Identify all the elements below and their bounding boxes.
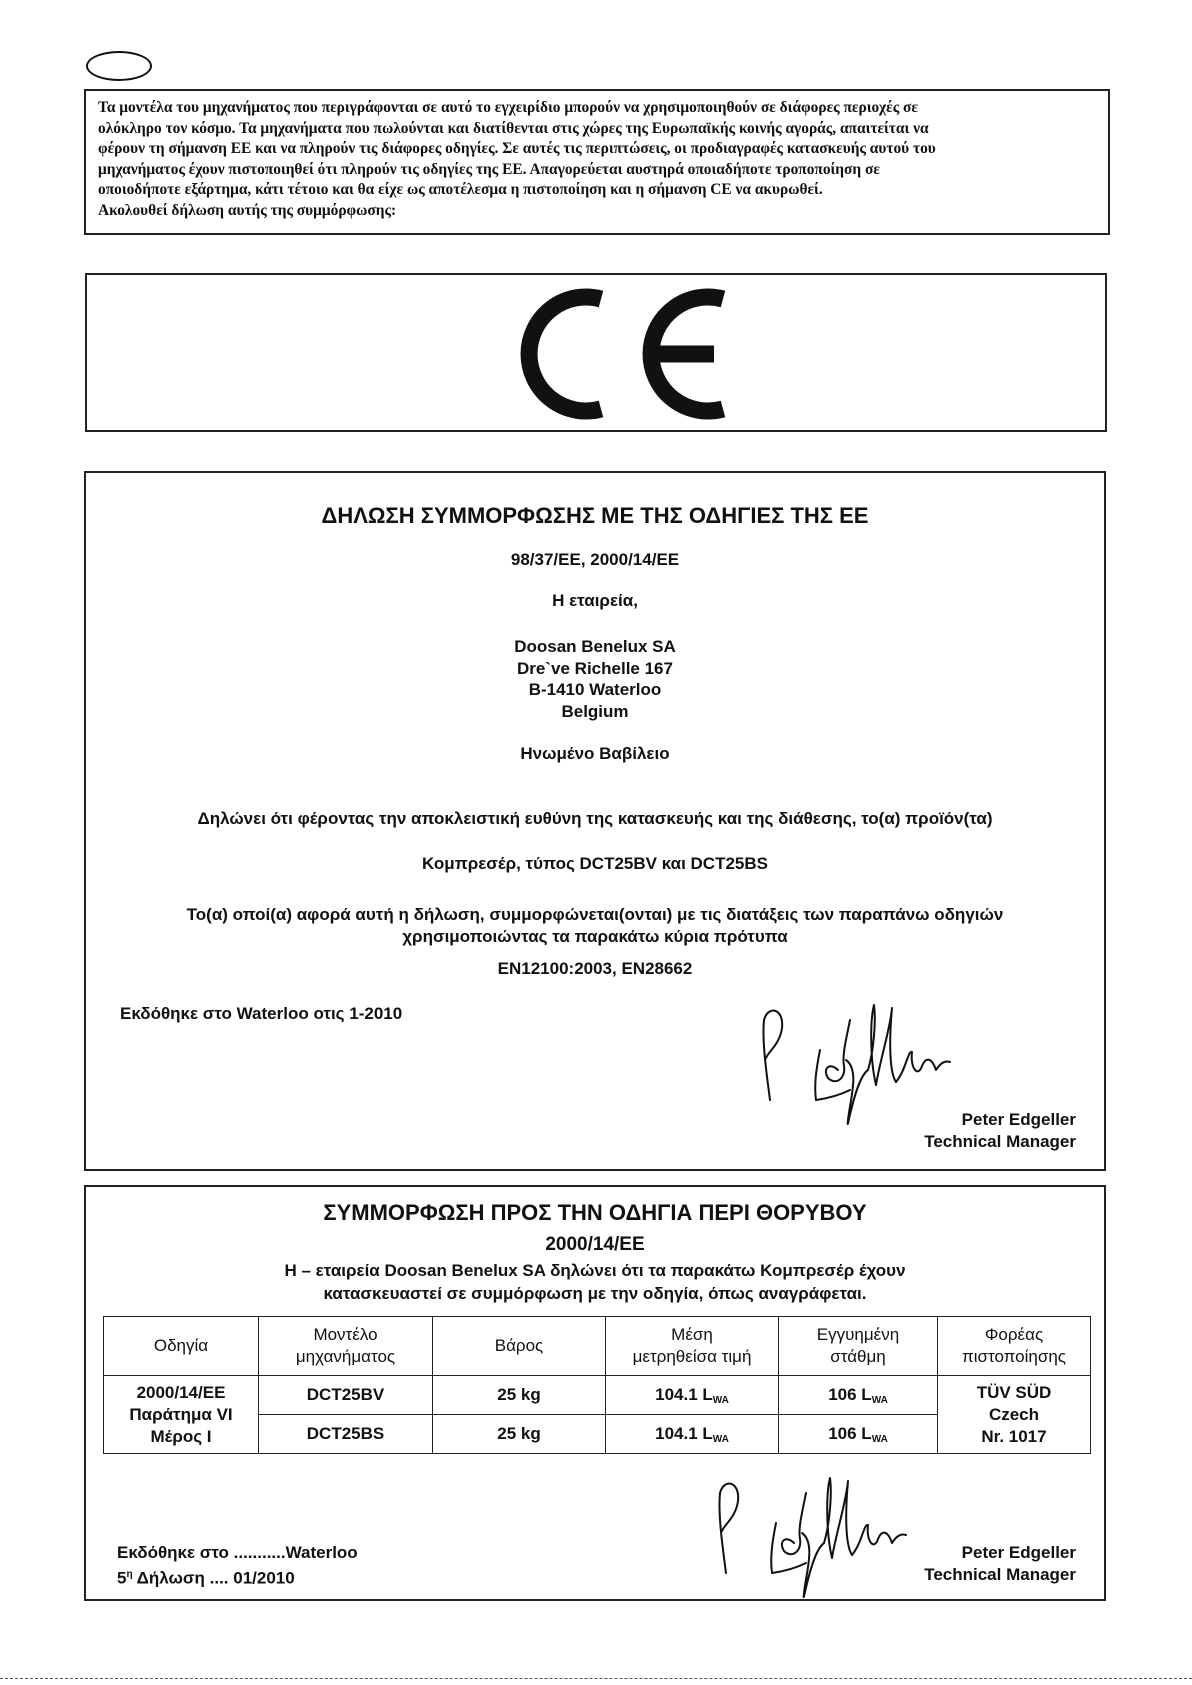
noise-signer (924, 1542, 1076, 1586)
intro-line: Ακολουθεί δήλωση αυτής της συμμόρφωσης: (98, 201, 397, 219)
cell-measured: 104.1 $L_{WA}$ (606, 1415, 779, 1454)
signer-name: Peter Edgeller (961, 1543, 1076, 1562)
header-measured: Μέση μετρηθείσα τιμή (606, 1317, 779, 1376)
header-model: Μοντέλο μηχανήματος (259, 1317, 433, 1376)
intro-line: Τα μοντέλα του μηχανήματος που περιγράφονται σε αυτό το εγχειρίδιο μπορούν να χρησιμοποιηθούν σε διάφορες περιοχές σε (98, 99, 918, 116)
declaration-company-intro: Η εταιρεία, (552, 591, 638, 610)
declaration-title: ΔΗΛΩΣΗ ΣΥΜΜΟΡΦΩΣΗΣ ΜΕ ΤΗΣ ΟΔΗΓΙΕΣ ΤΗΣ ΕΕ (321, 503, 869, 528)
noise-text (86, 1259, 1104, 1305)
cell-weight: 25 kg (433, 1376, 606, 1415)
noise-title: ΣΥΜΜΟΡΦΩΣΗ ΠΡΟΣ ΤΗΝ ΟΔΗΓΙΑ ΠΕΡΙ ΘΟΡΥΒΟΥ (323, 1200, 867, 1225)
intro-line: οποιοδήποτε εξάρτημα, κάτι τέτοιο και θα είχε ως αποτέλεσμα η πιστοποίηση και η σήμανση CE να ακυρωθεί. (98, 181, 823, 198)
cell-guaranteed: 106 $L_{WA}$ (779, 1415, 938, 1454)
noise-compliance-box (84, 1185, 1106, 1601)
declaration-box (84, 471, 1106, 1171)
compliance-line: Το(α) οποί(α) αφορά αυτή η δήλωση, συμμορφώνεται(ονται) με τις διατάξεις των παραπάνω οδηγιών (186, 905, 1004, 924)
intro-line: φέρουν τη σήμανση ΕΕ και να πληρούν τις διάφορες οδηγίες. Σε αυτές τις περιπτώσεις, οι προδιαγραφές κατασκευής αυτού του (98, 140, 936, 157)
signer-title: Technical Manager (924, 1565, 1076, 1584)
header-guaranteed: Εγγυημένη στάθμη (779, 1317, 938, 1376)
table-header-row (104, 1317, 1091, 1376)
cell-model: DCT25BS (259, 1415, 433, 1454)
page-bottom-divider (0, 1678, 1192, 1679)
declaration-issued: Εκδόθηκε στο Waterloo οτις 1-2010 (120, 1004, 403, 1023)
cell-weight: 25 kg (433, 1415, 606, 1454)
noise-issued (117, 1542, 358, 1590)
noise-text-line: Η – εταιρεία Doosan Benelux SA δηλώνει ότι τα παρακάτω Κομπρεσέρ έχουν (284, 1261, 906, 1280)
issued-place: Εκδόθηκε στο ...........Waterloo (117, 1543, 358, 1562)
cell-measured: 104.1 $L_{WA}$ (606, 1376, 779, 1415)
header-weight: Βάρος (433, 1317, 606, 1376)
intro-line: ολόκληρο τον κόσμο. Τα μηχανήματα που πωλούνται και διατίθενται στις χώρες της Ευρωπαϊκής κοινής αγοράς, απαιτείται να (98, 119, 929, 137)
cell-directive: 2000/14/ΕΕ Παράτημα VI Μέρος I (104, 1376, 259, 1454)
declaration-country: Ηνωμένο Βαβίλειο (520, 744, 670, 763)
noise-table (103, 1316, 1091, 1454)
declaration-text: Δηλώνει ότι φέροντας την αποκλειστική ευθύνη της κατασκευής και της διάθεσης, το(α) προϊόν(τα) (197, 809, 993, 828)
cell-notified-body: TÜV SÜD Czech Nr. 1017 (938, 1376, 1091, 1454)
compliance-line: χρησιμοποιώντας τα παρακάτω κύρια πρότυπα (402, 927, 788, 946)
noise-text-line: κατασκευαστεί σε συμμόρφωση με την οδηγία, όπως αναγράφεται. (323, 1284, 867, 1303)
address-line: B-1410 Waterloo (528, 680, 662, 699)
signer-name: Peter Edgeller (961, 1110, 1076, 1129)
language-oval (86, 51, 152, 81)
address-line: Dre`ve Richelle 167 (517, 658, 673, 678)
header-directive: Οδηγία (104, 1317, 259, 1376)
noise-directive: 2000/14/ΕΕ (545, 1234, 645, 1255)
intro-box (84, 89, 1110, 235)
intro-line: μηχανήματος έχουν πιστοποιηθεί ότι πληρούν τις οδηγίες της ΕΕ. Απαγορεύεται αυστηρά οποιαδήποτε τροποποίηση σε (98, 160, 880, 178)
address-line: Doosan Benelux SA (514, 637, 676, 656)
declaration-standards: EN12100:2003, EN28662 (497, 959, 693, 978)
header-notified-body: Φορέας πιστοποίησης (938, 1317, 1091, 1376)
ce-mark-icon (511, 285, 771, 423)
declaration-number: $5^\eta$ Δήλωση .... 01/2010 (117, 1568, 295, 1588)
company-address (86, 636, 1104, 722)
declaration-directives: 98/37/ΕΕ, 2000/14/ΕΕ (510, 550, 680, 569)
table-row (104, 1376, 1091, 1415)
signer-title: Technical Manager (924, 1132, 1076, 1151)
declaration-compliance-text (86, 904, 1104, 948)
cell-guaranteed: 106 $L_{WA}$ (779, 1376, 938, 1415)
cell-model: DCT25BV (259, 1376, 433, 1415)
declaration-product: Κομπρεσέρ, τύπος DCT25BV και DCT25BS (422, 854, 768, 873)
address-line: Belgium (561, 701, 629, 721)
declaration-signer (924, 1109, 1076, 1153)
ce-mark-box (85, 273, 1107, 432)
